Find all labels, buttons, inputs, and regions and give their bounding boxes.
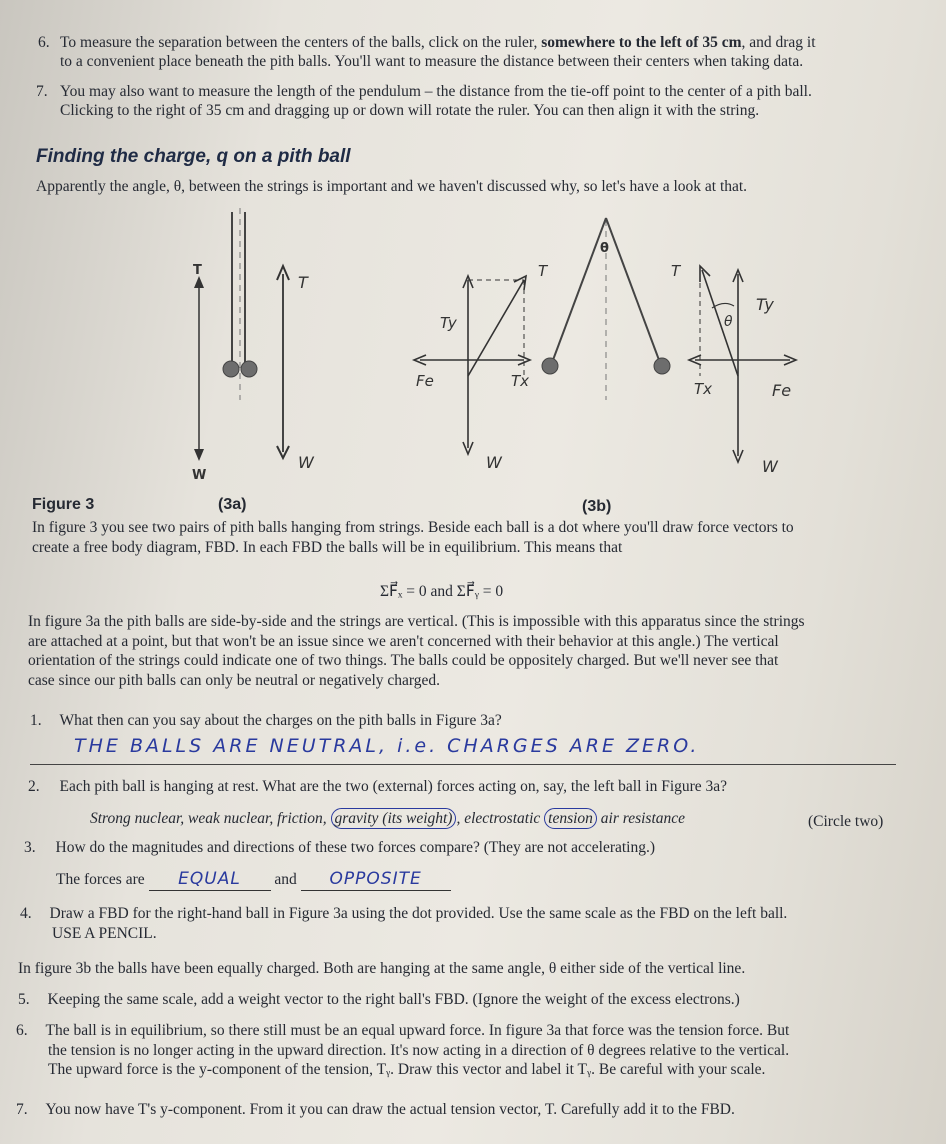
- pencil-label-Tx: Tx: [694, 380, 713, 398]
- string-left-3b: [553, 218, 606, 360]
- printed-label-theta: θ: [600, 241, 609, 256]
- question-number: 4.: [20, 905, 32, 922]
- printed-label-W: W: [192, 468, 207, 483]
- circled-option-tension: tension: [544, 808, 597, 829]
- question-3-answer-row: [56, 870, 451, 891]
- printed-label-T: T: [193, 263, 202, 278]
- pith-ball-left-3b: [542, 358, 558, 374]
- figure-sublabel-3b: (3b): [582, 498, 612, 515]
- question-6-text-c: The upward force is the y-component of the tension, Tᵧ. Draw this vector and label it Tᵧ. Be careful with your scale.: [48, 1061, 766, 1078]
- string-right-3b: [606, 218, 659, 360]
- answer-opposite-handwritten: OPPOSITE: [301, 870, 451, 891]
- pith-ball-left-3a: [223, 361, 239, 377]
- paragraph-3a-line-3: orientation of the strings could indicate one of two things. The balls could be oppositely charged. But we'll never see that: [28, 652, 779, 669]
- figure-3-diagram: [0, 200, 946, 500]
- question-2-options: [90, 809, 685, 829]
- pencil-label-Ty: Ty: [440, 314, 457, 332]
- question-7: [16, 1100, 926, 1120]
- item-6-bold: somewhere to the left of 35 cm: [541, 34, 742, 51]
- figure-3a: [192, 208, 315, 483]
- figure-description: [32, 518, 922, 557]
- paragraph-3a-line-1: In figure 3a the pith balls are side-by-side and the strings are vertical. (This is impossible with this apparatus since the strings: [28, 613, 805, 630]
- figure-description-line-2: create a free body diagram, FBD. In each FBD the balls will be in equilibrium. This means that: [32, 538, 623, 556]
- question-5: [18, 990, 918, 1010]
- figure-label: Figure 3: [32, 496, 95, 513]
- equilibrium-equation: ΣF⃗ₓ = 0 and ΣF⃗ᵧ = 0: [380, 583, 504, 600]
- item-number: 6.: [38, 34, 50, 51]
- pencil-label-T: T: [671, 262, 681, 280]
- figure-description-line-1: In figure 3 you see two pairs of pith balls hanging from strings. Beside each ball is a dot where you'll draw force vectors to: [32, 519, 794, 536]
- question-number: 5.: [18, 991, 30, 1008]
- question-3: [24, 838, 904, 858]
- answer-equal-handwritten: EQUAL: [149, 870, 271, 891]
- question-number: 6.: [16, 1022, 28, 1039]
- question-6-text-b: the tension is no longer acting in the upward direction. It's now acting in a direction of θ degrees relative to the vertical.: [48, 1041, 790, 1059]
- pencil-label-Fe: Fe: [772, 381, 792, 400]
- instruction-item-7: [36, 82, 906, 120]
- item-6-text-a: To measure the separation between the centers of the balls, click on the ruler,: [60, 34, 542, 51]
- answer-1-handwritten: THE BALLS ARE NEUTRAL, i.e. CHARGES ARE ZERO.: [74, 735, 700, 757]
- circle-two-note: (Circle two): [808, 813, 884, 830]
- pencil-label-T: T: [298, 273, 308, 292]
- tension-vector-left: [468, 280, 524, 376]
- item-7-text-a: You may also want to measure the length of the pendulum – the distance from the tie-off point to the center of a pith ball.: [60, 83, 812, 100]
- intro-paragraph: Apparently the angle, θ, between the strings is important and we haven't discussed why, so let's have a look at that.: [36, 178, 748, 195]
- question-number: 7.: [16, 1101, 28, 1118]
- figure-3b: [414, 218, 796, 476]
- pencil-label-T: T: [538, 262, 548, 280]
- pencil-label-Tx: Tx: [511, 372, 530, 390]
- question-2: [28, 777, 908, 797]
- paragraph-3b: In figure 3b the balls have been equally charged. Both are hanging at the same angle, θ either side of the vertical line.: [18, 960, 746, 977]
- question-number: 2.: [28, 778, 40, 795]
- answer-prefix: The forces are: [56, 871, 145, 888]
- option-group-c: air resistance: [596, 810, 686, 827]
- figure-sublabel-3a: (3a): [218, 496, 247, 513]
- question-4-text-a: Draw a FBD for the right-hand ball in Figure 3a using the dot provided. Use the same scale as the FBD on the left ball.: [49, 905, 788, 922]
- pith-ball-right-3a: [241, 361, 257, 377]
- pith-ball-right-3b: [654, 358, 670, 374]
- answer-and: and: [274, 871, 297, 888]
- paragraph-3a-line-2: are attached at a point, but that won't be an issue since we aren't concerned with their behavior at this angle.) The vertical: [28, 632, 779, 650]
- question-2-text: Each pith ball is hanging at rest. What are the two (external) forces acting on, say, the left ball in Figure 3a?: [59, 778, 728, 795]
- pencil-label-theta: θ: [724, 314, 733, 330]
- question-7-text: You now have T's y-component. From it you can draw the actual tension vector, T. Carefully add it to the FBD.: [45, 1101, 735, 1118]
- question-6-text-a: The ball is in equilibrium, so there still must be an equal upward force. In figure 3a that force was the tension force. But: [45, 1022, 790, 1039]
- question-4: [20, 904, 910, 943]
- item-6-text-b: , and drag it: [741, 34, 816, 51]
- question-4-text-b: USE A PENCIL.: [52, 924, 157, 942]
- pencil-label-W: W: [762, 457, 778, 476]
- question-number: 3.: [24, 839, 36, 856]
- question-3-text: How do the magnitudes and directions of these two forces compare? (They are not accelerating.): [55, 839, 656, 856]
- item-number: 7.: [36, 83, 48, 100]
- paragraph-3a-line-4: case since our pith balls can only be neutral or negatively charged.: [28, 671, 441, 689]
- pencil-label-Fe: Fe: [416, 372, 434, 390]
- pencil-label-Ty: Ty: [756, 295, 774, 314]
- pencil-label-W: W: [486, 453, 502, 472]
- section-heading: Finding the charge, q on a pith ball: [36, 146, 351, 167]
- question-1-text: What then can you say about the charges on the pith balls in Figure 3a?: [59, 712, 502, 729]
- answer-1-line: [30, 764, 896, 765]
- circled-option-gravity: gravity (its weight): [331, 808, 457, 829]
- question-number: 1.: [30, 712, 42, 729]
- option-group-a: Strong nuclear, weak nuclear, friction,: [90, 810, 331, 827]
- question-1: [30, 711, 910, 731]
- option-group-b: , electrostatic: [456, 810, 545, 827]
- item-6-text-c: to a convenient place beneath the pith balls. You'll want to measure the distance between their centers when taking data.: [60, 53, 804, 70]
- instruction-item-6: [38, 33, 908, 71]
- paragraph-3a: [28, 612, 928, 690]
- arrow-down-icon: [194, 449, 204, 461]
- question-5-text: Keeping the same scale, add a weight vector to the right ball's FBD. (Ignore the weight of the excess electrons.): [47, 991, 740, 1008]
- item-7-text-b: Clicking to the right of 35 cm and dragging up or down will rotate the ruler. You can then align it with the string.: [60, 102, 760, 119]
- question-6: [16, 1021, 926, 1080]
- pencil-label-W: W: [298, 453, 314, 472]
